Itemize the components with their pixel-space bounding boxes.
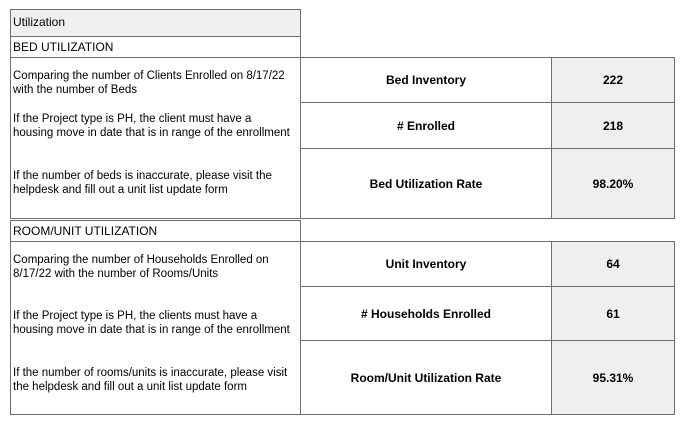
bed-utilization-description — [10, 57, 301, 219]
bed-utilization-heading: BED UTILIZATION — [10, 36, 301, 58]
enrolled-value: 218 — [551, 102, 675, 149]
bed-description-inaccurate: If the number of beds is inaccurate, please visit the helpdesk and fill out a unit list update form — [13, 170, 272, 196]
utilization-title: Utilization — [10, 9, 301, 37]
bed-description-comparing: Comparing the number of Clients Enrolled on 8/17/22 with the number of Beds — [13, 70, 285, 96]
room-unit-utilization-rate-value: 95.31% — [551, 340, 675, 415]
bed-inventory-value: 222 — [551, 57, 675, 103]
enrolled-label: # Enrolled — [300, 102, 552, 149]
unit-description-project-type: If the Project type is PH, the clients must have a housing move in date that is in range of the enrollment — [13, 310, 290, 336]
room-unit-utilization-rate-label: Room/Unit Utilization Rate — [300, 340, 552, 415]
unit-inventory-value: 64 — [551, 241, 675, 287]
unit-inventory-label: Unit Inventory — [300, 241, 552, 287]
households-enrolled-value: 61 — [551, 286, 675, 341]
bed-description-project-type: If the Project type is PH, the client must have a housing move in date that is in range of the enrollment — [13, 113, 290, 139]
bed-inventory-label: Bed Inventory — [300, 57, 552, 103]
unit-description-inaccurate: If the number of rooms/units is inaccurate, please visit the helpdesk and fill out a unit list update form — [13, 367, 288, 393]
households-enrolled-label: # Households Enrolled — [300, 286, 552, 341]
unit-utilization-description — [10, 241, 301, 415]
bed-utilization-rate-value: 98.20% — [551, 148, 675, 219]
bed-utilization-rate-label: Bed Utilization Rate — [300, 148, 552, 219]
unit-description-comparing: Comparing the number of Households Enrolled on 8/17/22 with the number of Rooms/Units — [13, 254, 269, 280]
unit-utilization-heading: ROOM/UNIT UTILIZATION — [10, 220, 301, 242]
